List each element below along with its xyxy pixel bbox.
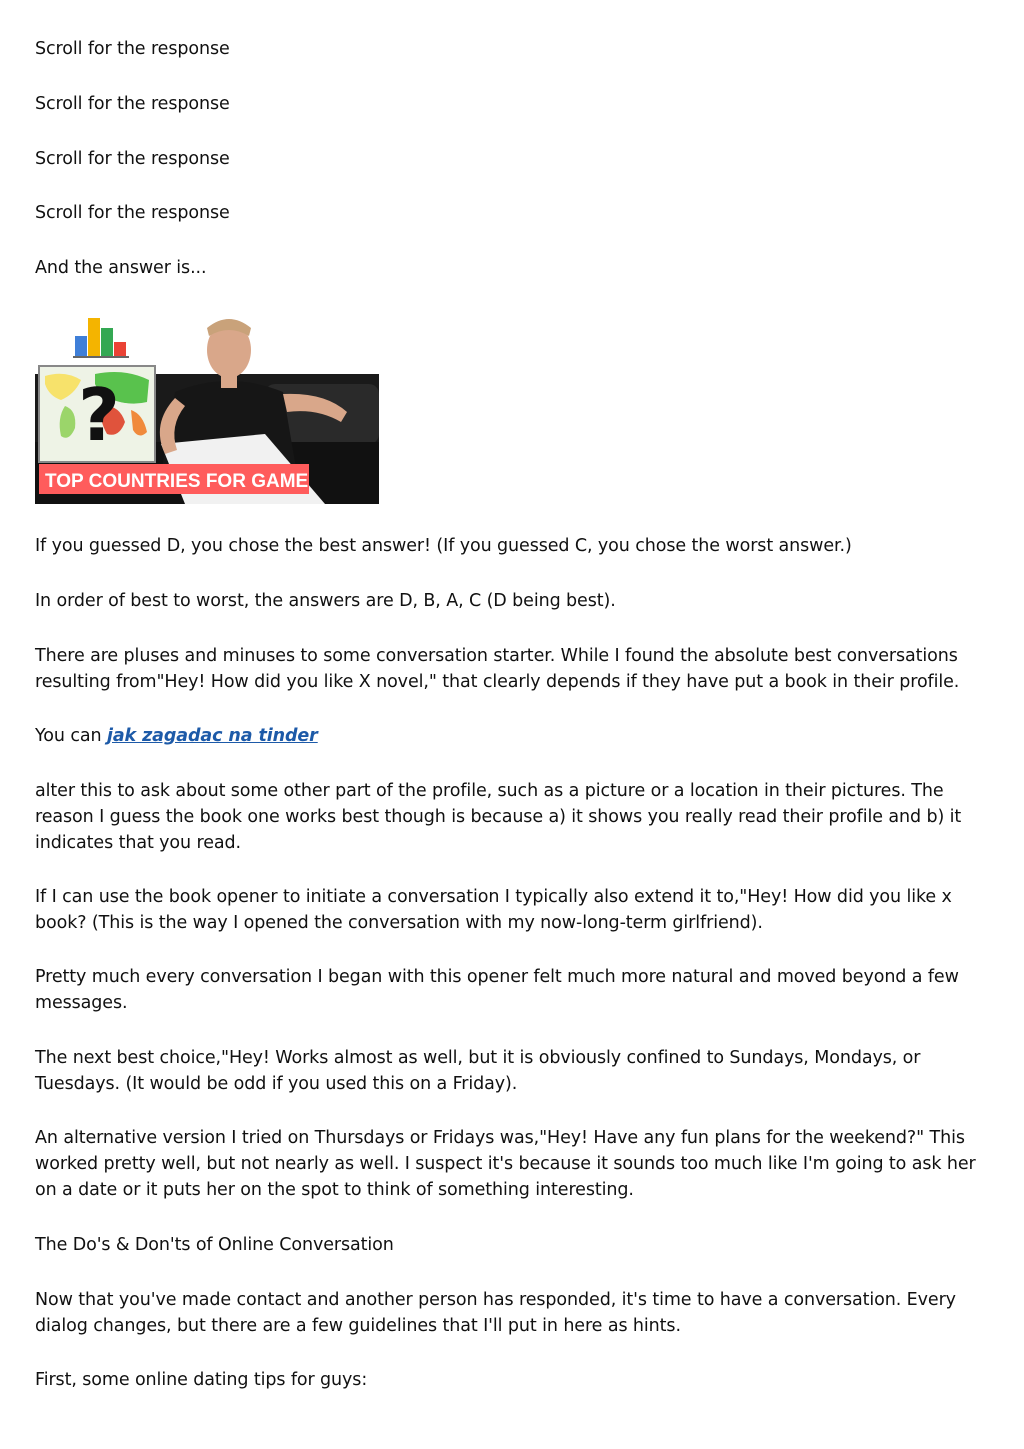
scroll-line-3: Scroll for the response	[35, 149, 230, 169]
section-heading: The Do's & Don'ts of Online Conversation	[35, 1235, 394, 1255]
paragraph-11: Now that you've made contact and another person has responded, it's time to have a conversation. Every dialog changes, but there are a few guidelines that I'll put in here as hints.	[35, 1290, 956, 1336]
paragraph-5: alter this to ask about some other part of the profile, such as a picture or a location in their pictures. The reason I guess the book one works best though is because a) it shows you really read their profile and b) it indicates that you read.	[35, 781, 962, 853]
world-map-card	[39, 366, 155, 462]
paragraph-2: In order of best to worst, the answers are D, B, A, C (D being best).	[35, 591, 616, 611]
paragraph-1: If you guessed D, you chose the best answer! (If you guessed C, you chose the worst answer.)	[35, 536, 852, 556]
tinder-link[interactable]: jak zagadac na tinder	[106, 726, 318, 746]
video-thumbnail	[35, 314, 379, 504]
answer-intro: And the answer is...	[35, 258, 207, 278]
thumbnail-caption: TOP COUNTRIES FOR GAME	[45, 471, 309, 492]
question-mark-icon: ?	[78, 373, 120, 457]
paragraph-7: Pretty much every conversation I began with this opener felt much more natural and moved beyond a few messages.	[35, 967, 959, 1013]
paragraph-8: The next best choice,"Hey! Works almost as well, but it is obviously confined to Sundays, Mondays, or Tuesdays. (It would be odd if you used this on a Friday).	[35, 1048, 921, 1094]
paragraph-9: An alternative version I tried on Thursdays or Fridays was,"Hey! Have any fun plans for the weekend?" This worked pretty well, but not nearly as well. I suspect it's because it sounds too much like I'm going to ask her on a date or it puts her on the spot to think of something interesting.	[35, 1128, 976, 1200]
paragraph-12: First, some online dating tips for guys:	[35, 1370, 368, 1390]
paragraph-6: If I can use the book opener to initiate a conversation I typically also extend it to,"Hey! How did you like x book? (This is the way I opened the conversation with my now-long-term girlfriend).	[35, 887, 952, 933]
scroll-line-4: Scroll for the response	[35, 203, 230, 223]
scroll-line-2: Scroll for the response	[35, 94, 230, 114]
paragraph-3: There are pluses and minuses to some conversation starter. While I found the absolute best conversations resulting from"Hey! How did you like X novel," that clearly depends if they have put a book in their profile.	[35, 646, 960, 692]
scroll-line-1: Scroll for the response	[35, 39, 230, 59]
thumbnail-art	[35, 314, 379, 504]
paragraph-4	[35, 723, 995, 749]
paragraph-4-prefix: You can	[35, 726, 107, 746]
